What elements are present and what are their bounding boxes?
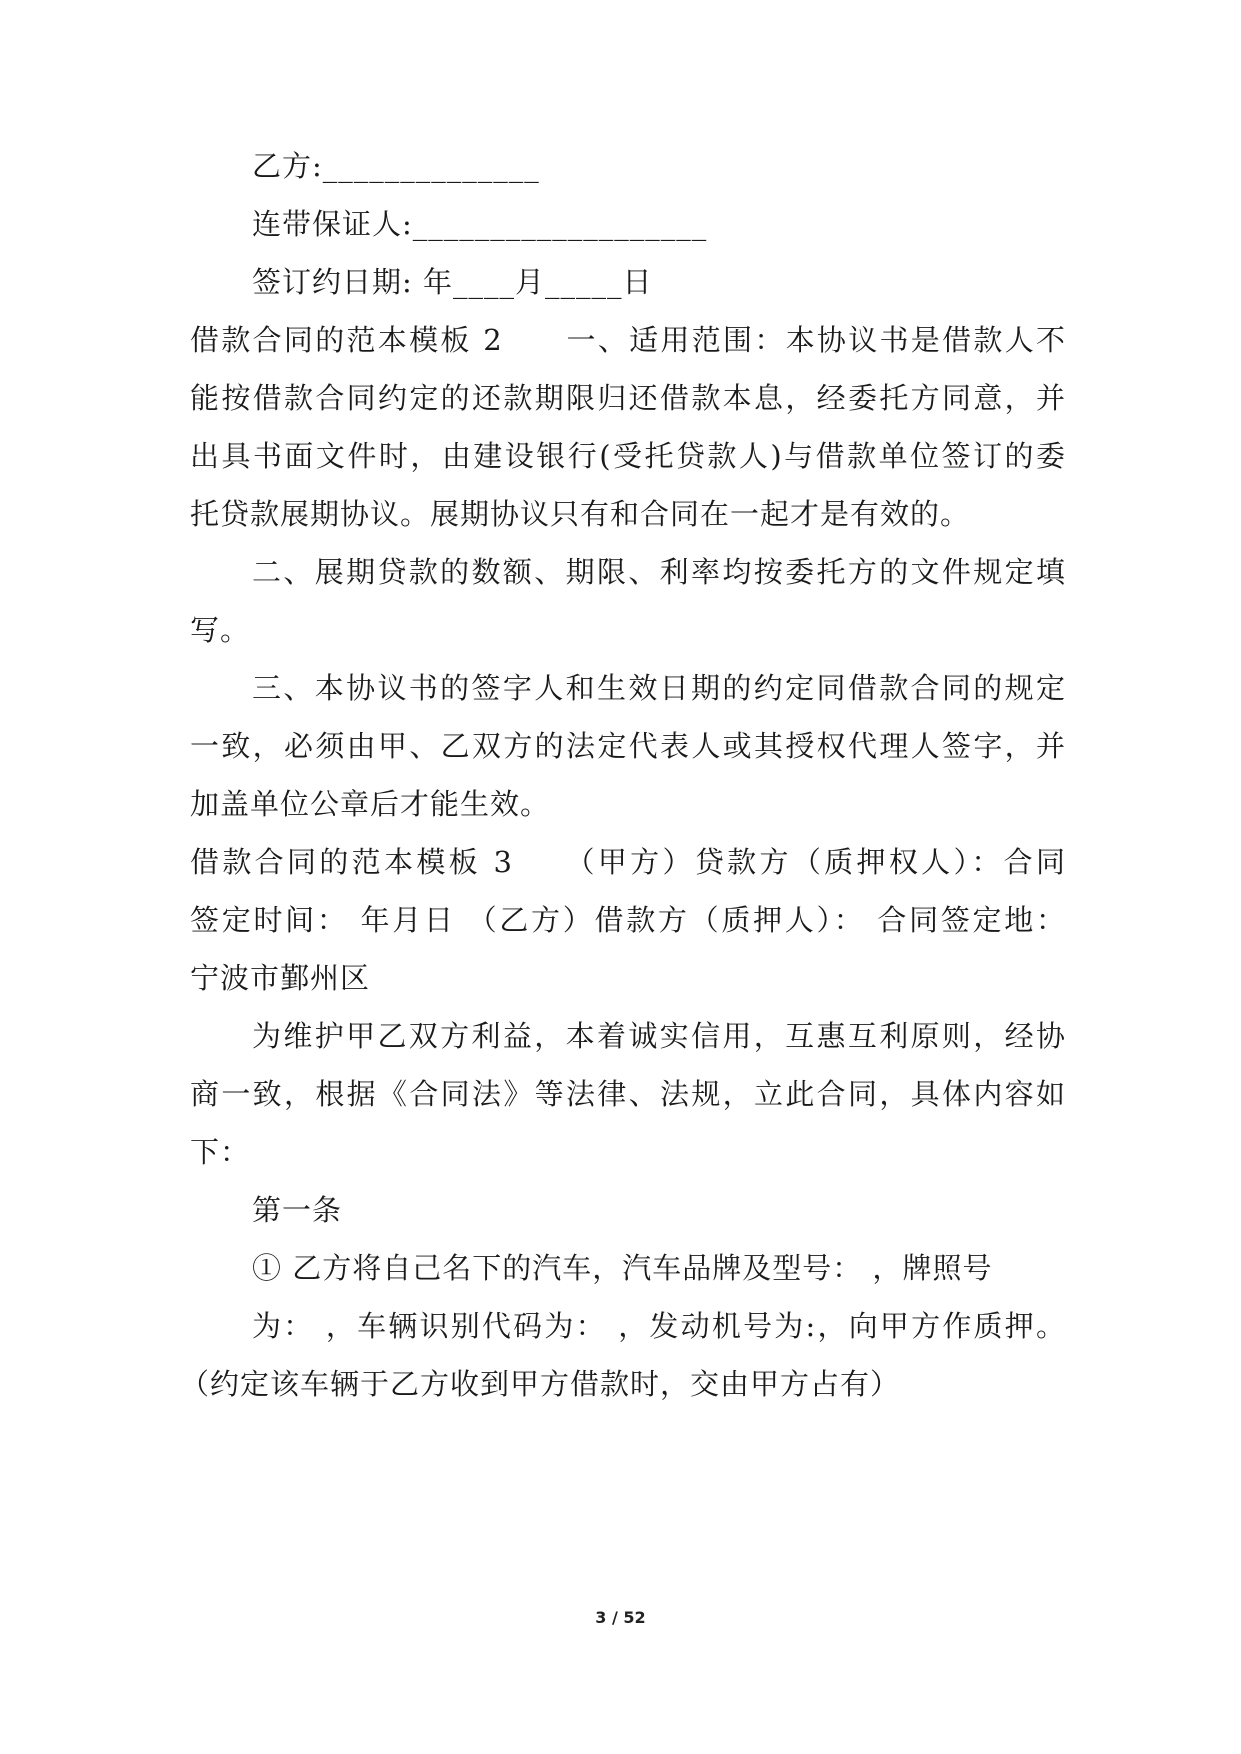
text-line: 连带保证人:___________________: [252, 207, 708, 241]
text-line: 为维护甲乙双方利益，本着诚实信用，互惠互利原则，经协: [252, 1019, 1066, 1053]
text-line: 下：: [190, 1135, 251, 1169]
text-line: 签定时间： 年月日 （乙方）借款方（质押人）： 合同签定地：: [190, 903, 1066, 937]
text-line: 加盖单位公章后才能生效。: [190, 787, 551, 821]
text-line: 二、展期贷款的数额、期限、利率均按委托方的文件规定填: [252, 555, 1066, 589]
text-line: 写。: [190, 613, 251, 647]
text-line: 借款合同的范本模板 2 一、适用范围：本协议书是借款人不: [190, 323, 1066, 357]
text-line: 宁波市鄞州区: [190, 961, 371, 995]
page-number: 3 / 52: [595, 1608, 646, 1627]
text-line: 一致，必须由甲、乙双方的法定代表人或其授权代理人签字，并: [190, 729, 1066, 763]
text-line: 商一致，根据《合同法》等法律、法规，立此合同，具体内容如: [190, 1077, 1066, 1111]
text-line: 托贷款展期协议。展期协议只有和合同在一起才是有效的。: [190, 497, 971, 531]
text-line: 为： ，车辆识别代码为： ，发动机号为:，向甲方作质押。: [252, 1309, 1066, 1343]
text-line: ① 乙方将自己名下的汽车，汽车品牌及型号： ，牌照号: [252, 1251, 993, 1285]
text-line: 借款合同的范本模板 3 （甲方）贷款方（质押权人）：合同: [190, 845, 1066, 879]
text-line: （约定该车辆于乙方收到甲方借款时，交由甲方占有）: [180, 1367, 901, 1401]
text-line: 三、本协议书的签字人和生效日期的约定同借款合同的规定: [252, 671, 1066, 705]
text-line: 出具书面文件时，由建设银行(受托贷款人)与借款单位签订的委: [190, 439, 1066, 473]
text-line: 第一条: [252, 1193, 343, 1227]
text-line: 签订约日期: 年____月_____日: [252, 265, 653, 299]
text-line: 乙方:______________: [252, 149, 540, 183]
text-line: 能按借款合同约定的还款期限归还借款本息，经委托方同意，并: [190, 381, 1066, 415]
